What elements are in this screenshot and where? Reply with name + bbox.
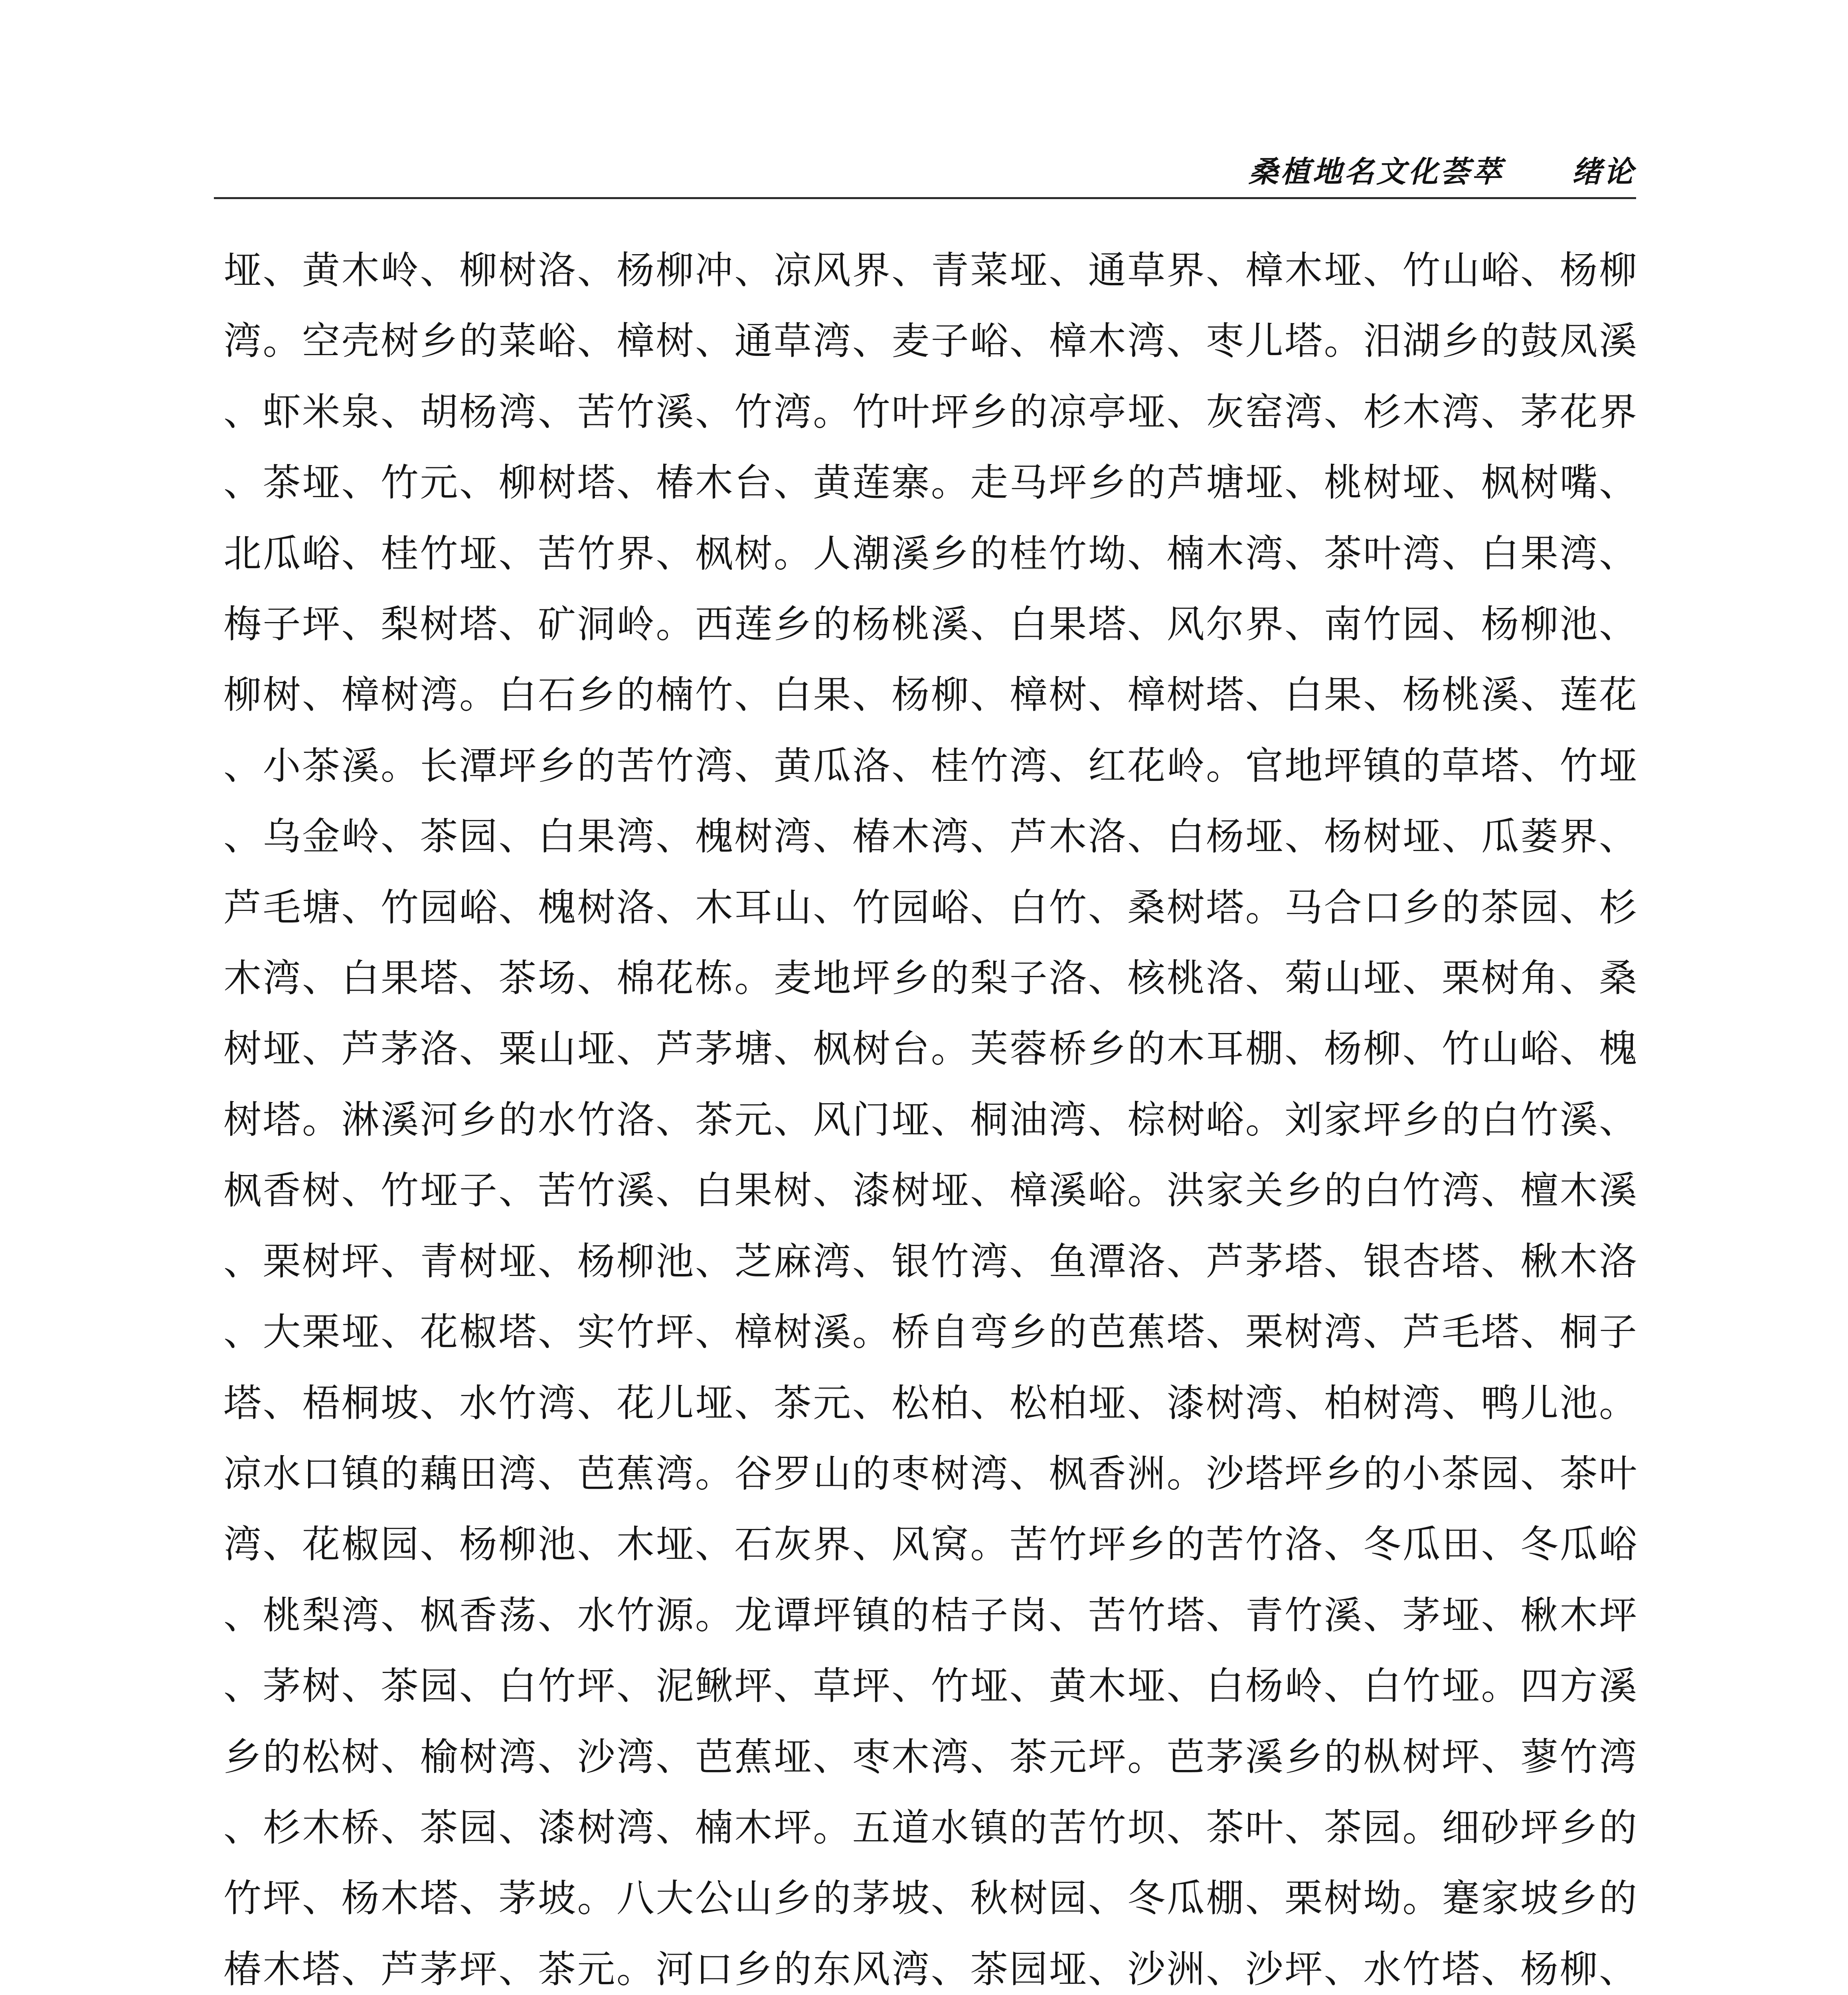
running-header (1249, 148, 1636, 191)
chapter-title: 绪论 (1572, 155, 1636, 189)
body-paragraph: 垭、黄木岭、柳树洛、杨柳冲、凉风界、青菜垭、通草界、樟木垭、竹山峪、杨柳湾。空壳树乡的菜峪、樟树、通草湾、麦子峪、樟木湾、枣儿塔。汨湖乡的鼓凤溪、虾米泉、胡杨湾、苦竹溪、竹湾。竹叶坪乡的凉亭垭、灰窑湾、杉木湾、茅花界、茶垭、竹元、柳树塔、椿木台、黄莲寨。走马坪乡的芦塘垭、桃树垭、枫树嘴、北瓜峪、桂竹垭、苦竹界、枫树。人潮溪乡的桂竹坳、楠木湾、茶叶湾、白果湾、梅子坪、梨树塔、矿洞岭。西莲乡的杨桃溪、白果塔、风尔界、南竹园、杨柳池、柳树、樟树湾。白石乡的楠竹、白果、杨柳、樟树、樟树塔、白果、杨桃溪、莲花、小茶溪。长潭坪乡的苦竹湾、黄瓜洛、桂竹湾、红花岭。官地坪镇的草塔、竹垭、乌金岭、茶园、白果湾、槐树湾、椿木湾、芦木洛、白杨垭、杨树垭、瓜蒌界、芦毛塘、竹园峪、槐树洛、木耳山、竹园峪、白竹、桑树塔。马合口乡的茶园、杉木湾、白果塔、茶场、棉花栋。麦地坪乡的梨子洛、核桃洛、菊山垭、栗树角、桑树垭、芦茅洛、粟山垭、芦茅塘、枫树台。芙蓉桥乡的木耳棚、杨柳、竹山峪、槐树塔。淋溪河乡的水竹洛、茶元、风门垭、桐油湾、棕树峪。刘家坪乡的白竹溪、枫香树、竹垭子、苦竹溪、白果树、漆树垭、樟溪峪。洪家关乡的白竹湾、檀木溪、栗树坪、青树垭、杨柳池、芝麻湾、银竹湾、鱼潭洛、芦茅塔、银杏塔、楸木洛、大栗垭、花椒塔、实竹坪、樟树溪。桥自弯乡的芭蕉塔、栗树湾、芦毛塔、桐子塔、梧桐坡、水竹湾、花儿垭、茶元、松柏、松柏垭、漆树湾、柏树湾、鸭儿池。凉水口镇的藕田湾、芭蕉湾。谷罗山的枣树湾、枫香洲。沙塔坪乡的小茶园、茶叶湾、花椒园、杨柳池、木垭、石灰界、风窝。苦竹坪乡的苦竹洛、冬瓜田、冬瓜峪、桃梨湾、枫香荡、水竹源。龙谭坪镇的桔子岗、苦竹塔、青竹溪、茅垭、楸木坪、茅树、茶园、白竹坪、泥鳅坪、草坪、竹垭、黄木垭、白杨岭、白竹垭。四方溪乡的松树、榆树湾、沙湾、芭蕉垭、枣木湾、茶元坪。芭茅溪乡的枞树坪、蓼竹湾、杉木桥、茶园、漆树湾、楠木坪。五道水镇的苦竹坝、茶叶、茶园。细砂坪乡的竹坪、杨木塔、茅坡。八大公山乡的茅坡、秋树园、冬瓜棚、栗树坳。蹇家坡乡的椿木塔、芦茅坪、茶元。河口乡的东风湾、茶园垭、沙洲、沙坪、水竹塔、杨柳、 (223, 249, 1638, 1991)
book-title: 桑植地名文化荟萃 (1249, 155, 1504, 189)
header-divider (214, 197, 1636, 199)
